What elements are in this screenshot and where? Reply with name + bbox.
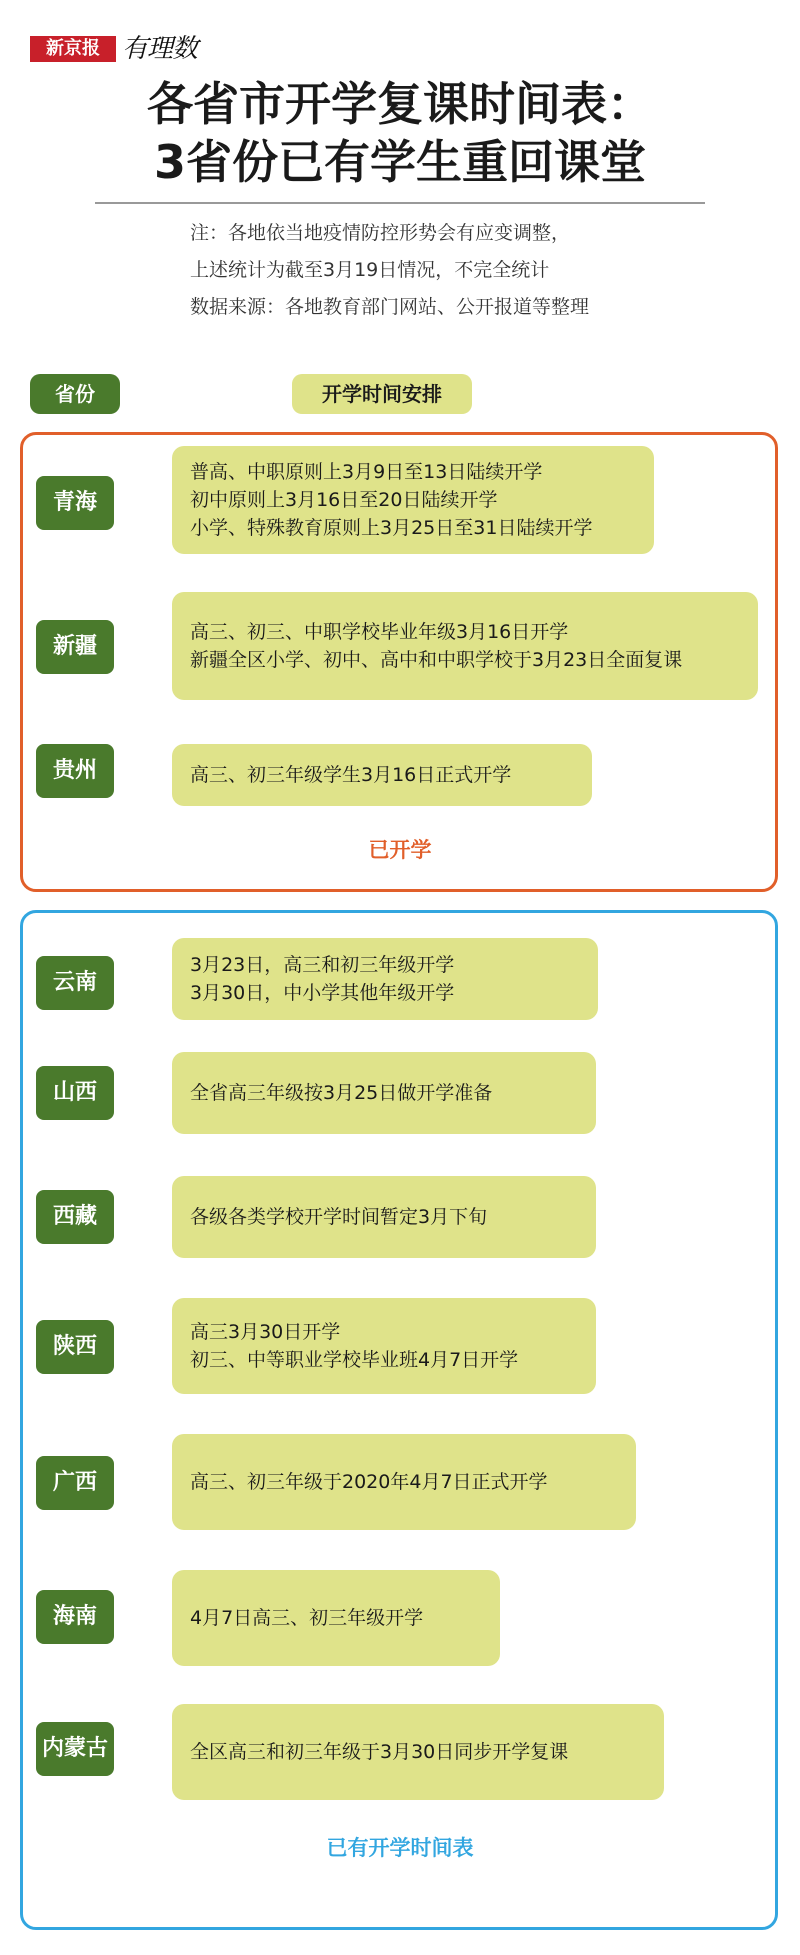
note-line-2: 上述统计为截至3月19日情况，不完全统计 xyxy=(190,259,550,281)
started-group-label: 已开学 xyxy=(368,838,432,862)
note-line-1: 注：各地依当地疫情防控形势会有应变调整， xyxy=(190,222,571,244)
schedule-line: 小学、特殊教育原则上3月25日至31日陆续开学 xyxy=(190,517,593,539)
province-label: 青海 xyxy=(36,476,114,530)
schedule-box xyxy=(172,1570,500,1666)
newspaper-logo: 新京报 xyxy=(30,36,116,62)
schedule-line: 全区高三和初三年级于3月30日同步开学复课 xyxy=(190,1741,569,1763)
schedule-box xyxy=(172,592,758,700)
page-title-line1: 各省市开学复课时间表： xyxy=(147,77,653,131)
schedule-line: 4月7日高三、初三年级开学 xyxy=(190,1607,424,1629)
province-label: 西藏 xyxy=(36,1190,114,1244)
schedule-line: 普高、中职原则上3月9日至13日陆续开学 xyxy=(190,461,543,483)
title-divider xyxy=(95,202,705,204)
province-label: 贵州 xyxy=(36,744,114,798)
note-line-3: 数据来源：各地教育部门网站、公开报道等整理 xyxy=(190,296,590,318)
schedule-line: 3月23日，高三和初三年级开学 xyxy=(190,954,455,976)
schedule-box xyxy=(172,1298,596,1394)
province-label: 内蒙古 xyxy=(36,1722,114,1776)
schedule-line: 高三3月30日开学 xyxy=(190,1321,341,1343)
province-column-header: 省份 xyxy=(30,374,120,414)
schedule-line: 3月30日，中小学其他年级开学 xyxy=(190,982,455,1004)
schedule-line: 高三、初三年级学生3月16日正式开学 xyxy=(190,764,512,786)
schedule-line: 初中原则上3月16日至20日陆续开学 xyxy=(190,489,498,511)
schedule-box xyxy=(172,1434,636,1530)
schedule-box xyxy=(172,1704,664,1800)
schedule-line: 初三、中等职业学校毕业班4月7日开学 xyxy=(190,1349,519,1371)
province-label: 广西 xyxy=(36,1456,114,1510)
column-logo: 有理数 xyxy=(122,34,198,64)
schedule-line: 高三、初三年级于2020年4月7日正式开学 xyxy=(190,1471,548,1493)
province-label: 海南 xyxy=(36,1590,114,1644)
schedule-box xyxy=(172,938,598,1020)
scheduled-group-label: 已有开学时间表 xyxy=(326,1836,474,1860)
schedule-box xyxy=(172,446,654,554)
schedule-line: 新疆全区小学、初中、高中和中职学校于3月23日全面复课 xyxy=(190,649,683,671)
schedule-line: 各级各类学校开学时间暂定3月下旬 xyxy=(190,1206,488,1228)
page-title-line2: 3省份已有学生重回课堂 xyxy=(153,135,646,189)
province-label: 陕西 xyxy=(36,1320,114,1374)
schedule-column-header: 开学时间安排 xyxy=(292,374,472,414)
schedule-box xyxy=(172,1052,596,1134)
province-label: 云南 xyxy=(36,956,114,1010)
province-label: 新疆 xyxy=(36,620,114,674)
schedule-line: 全省高三年级按3月25日做开学准备 xyxy=(190,1082,493,1104)
schedule-box xyxy=(172,744,592,806)
province-label: 山西 xyxy=(36,1066,114,1120)
schedule-box xyxy=(172,1176,596,1258)
schedule-line: 高三、初三、中职学校毕业年级3月16日开学 xyxy=(190,621,569,643)
